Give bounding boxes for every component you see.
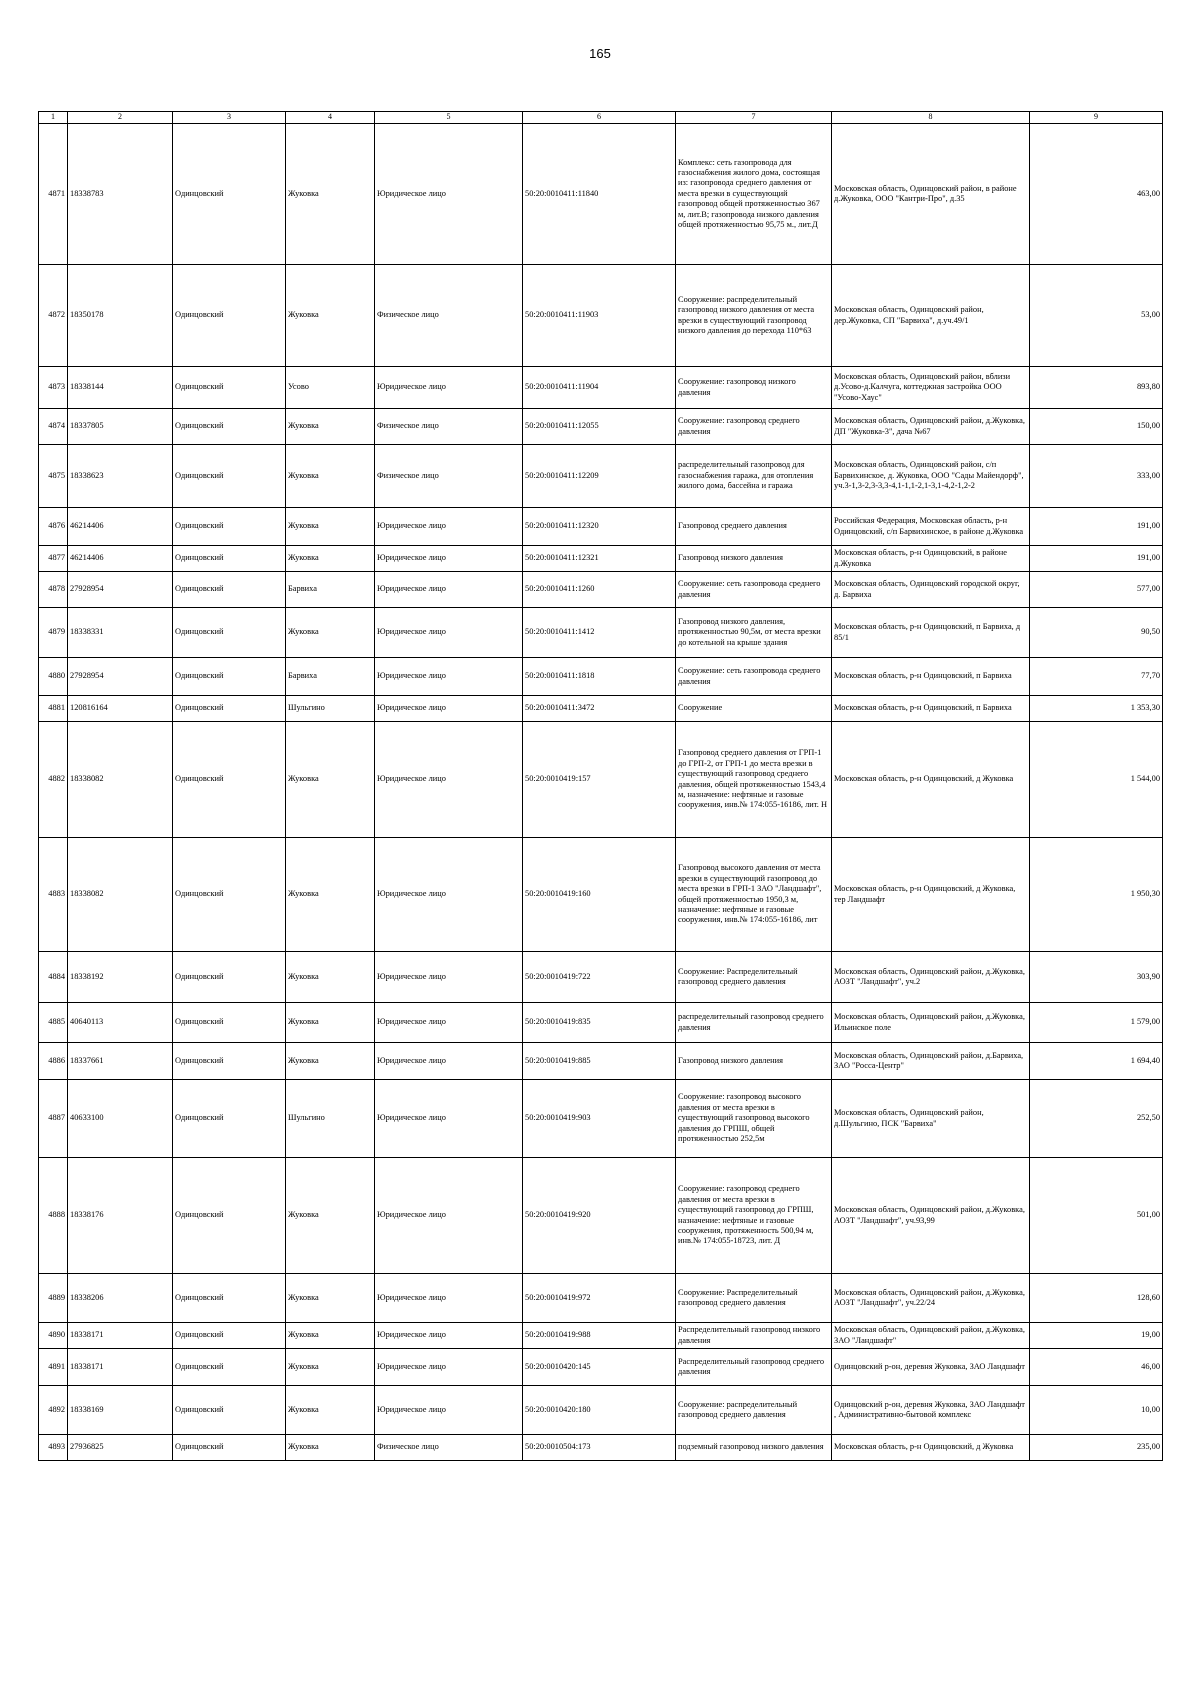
table-row <box>39 838 1163 952</box>
row-number: 4891 <box>39 1349 68 1386</box>
object-description: Сооружение: Распределительный газопровод среднего давления <box>676 1274 832 1323</box>
table-row <box>39 409 1163 445</box>
address: Одинцовский р-он, деревня Жуковка, ЗАО Ландшафт <box>832 1349 1030 1386</box>
owner-type: Юридическое лицо <box>375 1003 523 1043</box>
table-row <box>39 508 1163 546</box>
district: Одинцовский <box>173 572 286 608</box>
area-value: 235,00 <box>1030 1435 1163 1461</box>
owner-type: Юридическое лицо <box>375 1274 523 1323</box>
area-value: 252,50 <box>1030 1080 1163 1158</box>
object-description: Сооружение: распределительный газопровод низкого давления от места врезки в существующий газопровод низкого давления до перехода 110*63 <box>676 265 832 367</box>
object-id: 18338783 <box>68 124 173 265</box>
locality: Жуковка <box>286 124 375 265</box>
locality: Жуковка <box>286 838 375 952</box>
area-value: 150,00 <box>1030 409 1163 445</box>
row-number: 4873 <box>39 367 68 409</box>
row-number: 4879 <box>39 608 68 658</box>
address: Московская область, Одинцовский район, д.Барвиха, ЗАО "Росса-Центр" <box>832 1043 1030 1080</box>
area-value: 893,80 <box>1030 367 1163 409</box>
object-id: 18338082 <box>68 722 173 838</box>
district: Одинцовский <box>173 546 286 572</box>
owner-type: Юридическое лицо <box>375 1158 523 1274</box>
cadastral-number: 50:20:0010411:12055 <box>523 409 676 445</box>
address: Московская область, Одинцовский район, дер.Жуковка, СП "Барвиха", д.уч.49/1 <box>832 265 1030 367</box>
locality: Жуковка <box>286 508 375 546</box>
area-value: 191,00 <box>1030 546 1163 572</box>
object-description: Сооружение: газопровод низкого давления <box>676 367 832 409</box>
column-number-5: 5 <box>375 112 523 124</box>
row-number: 4893 <box>39 1435 68 1461</box>
object-id: 18337805 <box>68 409 173 445</box>
column-number-3: 3 <box>173 112 286 124</box>
row-number: 4877 <box>39 546 68 572</box>
object-id: 18338169 <box>68 1386 173 1435</box>
locality: Жуковка <box>286 952 375 1003</box>
table-row <box>39 546 1163 572</box>
object-description: Газопровод среднего давления от ГРП-1 до ГРП-2, от ГРП-1 до места врезки в существующий газопровод среднего давления, общей протяженностью 1543,4 м, назначение: нефтяные и газовые сооружения, инв.№ 174:055-16186, лит. Н <box>676 722 832 838</box>
object-id: 46214406 <box>68 508 173 546</box>
address: Московская область, Одинцовский район, д.Жуковка, Ильинское поле <box>832 1003 1030 1043</box>
address: Московская область, р-н Одинцовский, д Жуковка <box>832 722 1030 838</box>
locality: Жуковка <box>286 722 375 838</box>
locality: Барвиха <box>286 658 375 696</box>
owner-type: Юридическое лицо <box>375 367 523 409</box>
column-number-6: 6 <box>523 112 676 124</box>
row-number: 4880 <box>39 658 68 696</box>
row-number: 4886 <box>39 1043 68 1080</box>
address: Московская область, Одинцовский район, д.Жуковка, ДП "Жуковка-3", дача №67 <box>832 409 1030 445</box>
table-row <box>39 265 1163 367</box>
object-description: Сооружение: сеть газопровода среднего давления <box>676 572 832 608</box>
table-row <box>39 1323 1163 1349</box>
row-number: 4892 <box>39 1386 68 1435</box>
object-id: 18338082 <box>68 838 173 952</box>
object-description: Сооружение <box>676 696 832 722</box>
area-value: 128,60 <box>1030 1274 1163 1323</box>
table-row <box>39 1080 1163 1158</box>
object-description: Сооружение: сеть газопровода среднего давления <box>676 658 832 696</box>
cadastral-number: 50:20:0010419:885 <box>523 1043 676 1080</box>
address: Московская область, Одинцовский городской округ, д. Барвиха <box>832 572 1030 608</box>
address: Московская область, р-н Одинцовский, д Жуковка <box>832 1435 1030 1461</box>
cadastral-number: 50:20:0010419:835 <box>523 1003 676 1043</box>
district: Одинцовский <box>173 1080 286 1158</box>
address: Московская область, Одинцовский район, д.Жуковка, ЗАО "Ландшафт" <box>832 1323 1030 1349</box>
address: Российская Федерация, Московская область, р-н Одинцовский, с/п Барвихинское, в районе д.Жуковка <box>832 508 1030 546</box>
district: Одинцовский <box>173 1043 286 1080</box>
object-id: 18338176 <box>68 1158 173 1274</box>
area-value: 463,00 <box>1030 124 1163 265</box>
cadastral-number: 50:20:0010419:988 <box>523 1323 676 1349</box>
district: Одинцовский <box>173 124 286 265</box>
address: Московская область, Одинцовский район, в районе д.Жуковка, ООО "Кантри-Про", д.35 <box>832 124 1030 265</box>
owner-type: Юридическое лицо <box>375 508 523 546</box>
locality: Жуковка <box>286 1386 375 1435</box>
table-body <box>39 124 1163 1461</box>
column-number-4: 4 <box>286 112 375 124</box>
row-number: 4882 <box>39 722 68 838</box>
object-description: Газопровод высокого давления от места врезки в существующий газопровод до места врезки в ГРП-1 ЗАО "Ландшафт", общей протяженностью 1950,3 м, назначение: нефтяные и газовые сооружения, инв.№ 174:055-16186, лит <box>676 838 832 952</box>
address: Московская область, Одинцовский район, с/п Барвихинское, д. Жуковка, ООО "Сады Майендорф", уч.3-1,3-2,3-3,3-4,1-1,1-2,1-3,1-4,2-1,2-2 <box>832 445 1030 508</box>
area-value: 19,00 <box>1030 1323 1163 1349</box>
area-value: 191,00 <box>1030 508 1163 546</box>
column-number-2: 2 <box>68 112 173 124</box>
area-value: 1 544,00 <box>1030 722 1163 838</box>
area-value: 53,00 <box>1030 265 1163 367</box>
address: Московская область, Одинцовский район, вблизи д.Усово-д.Калчуга, коттеджная застройка ООО "Усово-Хаус" <box>832 367 1030 409</box>
owner-type: Юридическое лицо <box>375 722 523 838</box>
owner-type: Юридическое лицо <box>375 1386 523 1435</box>
area-value: 1 353,30 <box>1030 696 1163 722</box>
locality: Жуковка <box>286 445 375 508</box>
row-number: 4887 <box>39 1080 68 1158</box>
row-number: 4872 <box>39 265 68 367</box>
object-id: 27928954 <box>68 658 173 696</box>
table-row <box>39 658 1163 696</box>
owner-type: Физическое лицо <box>375 265 523 367</box>
district: Одинцовский <box>173 1158 286 1274</box>
district: Одинцовский <box>173 952 286 1003</box>
district: Одинцовский <box>173 838 286 952</box>
owner-type: Юридическое лицо <box>375 1080 523 1158</box>
locality: Шульгино <box>286 1080 375 1158</box>
area-value: 1 950,30 <box>1030 838 1163 952</box>
locality: Жуковка <box>286 1043 375 1080</box>
column-number-7: 7 <box>676 112 832 124</box>
cadastral-number: 50:20:0010411:11840 <box>523 124 676 265</box>
table-row <box>39 445 1163 508</box>
district: Одинцовский <box>173 367 286 409</box>
row-number: 4876 <box>39 508 68 546</box>
locality: Жуковка <box>286 265 375 367</box>
cadastral-number: 50:20:0010504:173 <box>523 1435 676 1461</box>
object-id: 18338171 <box>68 1349 173 1386</box>
object-description: Сооружение: Распределительный газопровод среднего давления <box>676 952 832 1003</box>
table-row <box>39 1158 1163 1274</box>
object-id: 18338623 <box>68 445 173 508</box>
cadastral-number: 50:20:0010411:3472 <box>523 696 676 722</box>
registry-table <box>38 111 1163 1461</box>
area-value: 333,00 <box>1030 445 1163 508</box>
row-number: 4889 <box>39 1274 68 1323</box>
owner-type: Физическое лицо <box>375 1435 523 1461</box>
owner-type: Юридическое лицо <box>375 838 523 952</box>
column-number-row <box>39 112 1163 124</box>
object-description: Распределительный газопровод среднего давления <box>676 1349 832 1386</box>
object-description: Сооружение: газопровод высокого давления от места врезки в существующий газопровод высокого давления до ГРПШ, общей протяженностью 252,5м <box>676 1080 832 1158</box>
object-id: 27928954 <box>68 572 173 608</box>
object-description: Распределительный газопровод низкого давления <box>676 1323 832 1349</box>
cadastral-number: 50:20:0010420:180 <box>523 1386 676 1435</box>
district: Одинцовский <box>173 445 286 508</box>
row-number: 4888 <box>39 1158 68 1274</box>
owner-type: Юридическое лицо <box>375 124 523 265</box>
row-number: 4871 <box>39 124 68 265</box>
object-description: Газопровод низкого давления <box>676 546 832 572</box>
cadastral-number: 50:20:0010411:1412 <box>523 608 676 658</box>
object-id: 18338206 <box>68 1274 173 1323</box>
object-id: 18338144 <box>68 367 173 409</box>
object-id: 40633100 <box>68 1080 173 1158</box>
cadastral-number: 50:20:0010419:903 <box>523 1080 676 1158</box>
object-description: Сооружение: распределительный газопровод среднего давления <box>676 1386 832 1435</box>
address: Московская область, р-н Одинцовский, в районе д.Жуковка <box>832 546 1030 572</box>
row-number: 4890 <box>39 1323 68 1349</box>
district: Одинцовский <box>173 1386 286 1435</box>
cadastral-number: 50:20:0010419:157 <box>523 722 676 838</box>
row-number: 4874 <box>39 409 68 445</box>
row-number: 4878 <box>39 572 68 608</box>
page-number: 165 <box>589 46 611 61</box>
owner-type: Юридическое лицо <box>375 658 523 696</box>
district: Одинцовский <box>173 1435 286 1461</box>
object-description: Газопровод низкого давления <box>676 1043 832 1080</box>
object-id: 120816164 <box>68 696 173 722</box>
object-description: Сооружение: газопровод среднего давления <box>676 409 832 445</box>
district: Одинцовский <box>173 696 286 722</box>
owner-type: Физическое лицо <box>375 409 523 445</box>
locality: Жуковка <box>286 1158 375 1274</box>
area-value: 1 579,00 <box>1030 1003 1163 1043</box>
row-number: 4885 <box>39 1003 68 1043</box>
area-value: 577,00 <box>1030 572 1163 608</box>
district: Одинцовский <box>173 265 286 367</box>
row-number: 4884 <box>39 952 68 1003</box>
table-row <box>39 696 1163 722</box>
address: Московская область, р-н Одинцовский, п Барвиха <box>832 696 1030 722</box>
table-row <box>39 1386 1163 1435</box>
owner-type: Юридическое лицо <box>375 1349 523 1386</box>
district: Одинцовский <box>173 1349 286 1386</box>
table-row <box>39 1274 1163 1323</box>
table-row <box>39 572 1163 608</box>
district: Одинцовский <box>173 658 286 696</box>
locality: Жуковка <box>286 1003 375 1043</box>
locality: Усово <box>286 367 375 409</box>
locality: Шульгино <box>286 696 375 722</box>
district: Одинцовский <box>173 1323 286 1349</box>
owner-type: Юридическое лицо <box>375 952 523 1003</box>
object-description: распределительный газопровод среднего давления <box>676 1003 832 1043</box>
area-value: 303,90 <box>1030 952 1163 1003</box>
address: Одинцовский р-он, деревня Жуковка, ЗАО Ландшафт , Административно-бытовой комплекс <box>832 1386 1030 1435</box>
cadastral-number: 50:20:0010411:12320 <box>523 508 676 546</box>
address: Московская область, Одинцовский район, д.Шульгино, ПСК "Барвиха" <box>832 1080 1030 1158</box>
district: Одинцовский <box>173 1003 286 1043</box>
area-value: 1 694,40 <box>1030 1043 1163 1080</box>
cadastral-number: 50:20:0010411:1818 <box>523 658 676 696</box>
address: Московская область, р-н Одинцовский, д Жуковка, тер Ландшафт <box>832 838 1030 952</box>
object-description: распределительный газопровод для газоснабжения гаража, для отопления жилого дома, бассейна и гаража <box>676 445 832 508</box>
cadastral-number: 50:20:0010411:12321 <box>523 546 676 572</box>
object-description: Газопровод низкого давления, протяженностью 90,5м, от места врезки до котельной на крыше здания <box>676 608 832 658</box>
address: Московская область, Одинцовский район, д.Жуковка, АОЗТ "Ландшафт", уч.22/24 <box>832 1274 1030 1323</box>
object-id: 18350178 <box>68 265 173 367</box>
owner-type: Юридическое лицо <box>375 608 523 658</box>
table-row <box>39 1349 1163 1386</box>
object-id: 18338331 <box>68 608 173 658</box>
owner-type: Юридическое лицо <box>375 546 523 572</box>
district: Одинцовский <box>173 608 286 658</box>
area-value: 46,00 <box>1030 1349 1163 1386</box>
cadastral-number: 50:20:0010411:12209 <box>523 445 676 508</box>
locality: Жуковка <box>286 409 375 445</box>
owner-type: Юридическое лицо <box>375 696 523 722</box>
address: Московская область, р-н Одинцовский, п Барвиха, д 85/1 <box>832 608 1030 658</box>
district: Одинцовский <box>173 508 286 546</box>
object-id: 40640113 <box>68 1003 173 1043</box>
cadastral-number: 50:20:0010420:145 <box>523 1349 676 1386</box>
locality: Жуковка <box>286 1349 375 1386</box>
object-id: 46214406 <box>68 546 173 572</box>
cadastral-number: 50:20:0010419:160 <box>523 838 676 952</box>
owner-type: Физическое лицо <box>375 445 523 508</box>
object-description: подземный газопровод низкого давления <box>676 1435 832 1461</box>
district: Одинцовский <box>173 409 286 445</box>
row-number: 4883 <box>39 838 68 952</box>
area-value: 501,00 <box>1030 1158 1163 1274</box>
owner-type: Юридическое лицо <box>375 1323 523 1349</box>
address: Московская область, Одинцовский район, д.Жуковка, АОЗТ "Ландшафт", уч.93,99 <box>832 1158 1030 1274</box>
column-number-8: 8 <box>832 112 1030 124</box>
address: Московская область, р-н Одинцовский, п Барвиха <box>832 658 1030 696</box>
column-number-9: 9 <box>1030 112 1163 124</box>
object-description: Газопровод среднего давления <box>676 508 832 546</box>
table-row <box>39 1435 1163 1461</box>
district: Одинцовский <box>173 722 286 838</box>
cadastral-number: 50:20:0010411:11903 <box>523 265 676 367</box>
area-value: 90,50 <box>1030 608 1163 658</box>
object-description: Комплекс: сеть газопровода для газоснабжения жилого дома, состоящая из: газопровода среднего давления от места врезки в существующий газопровод общей протяженностью 367 м, лит.В; газопровода низкого давления общей протяженностью 95,75 м., лит.Д <box>676 124 832 265</box>
owner-type: Юридическое лицо <box>375 572 523 608</box>
locality: Барвиха <box>286 572 375 608</box>
table-row <box>39 1043 1163 1080</box>
locality: Жуковка <box>286 608 375 658</box>
cadastral-number: 50:20:0010411:11904 <box>523 367 676 409</box>
cadastral-number: 50:20:0010419:972 <box>523 1274 676 1323</box>
locality: Жуковка <box>286 1274 375 1323</box>
district: Одинцовский <box>173 1274 286 1323</box>
locality: Жуковка <box>286 546 375 572</box>
row-number: 4875 <box>39 445 68 508</box>
table-row <box>39 952 1163 1003</box>
table-row <box>39 124 1163 265</box>
object-id: 18337661 <box>68 1043 173 1080</box>
cadastral-number: 50:20:0010419:722 <box>523 952 676 1003</box>
table-row <box>39 1003 1163 1043</box>
row-number: 4881 <box>39 696 68 722</box>
object-id: 27936825 <box>68 1435 173 1461</box>
owner-type: Юридическое лицо <box>375 1043 523 1080</box>
object-description: Сооружение: газопровод среднего давления от места врезки в существующий газопровод до ГРПШ, назначение: нефтяные и газовые сооружения, протяженность 500,94 м, инв.№ 174:055-18723, лит. Д <box>676 1158 832 1274</box>
object-id: 18338171 <box>68 1323 173 1349</box>
object-id: 18338192 <box>68 952 173 1003</box>
area-value: 10,00 <box>1030 1386 1163 1435</box>
column-number-1: 1 <box>39 112 68 124</box>
address: Московская область, Одинцовский район, д.Жуковка, АОЗТ "Ландшафт", уч.2 <box>832 952 1030 1003</box>
locality: Жуковка <box>286 1323 375 1349</box>
area-value: 77,70 <box>1030 658 1163 696</box>
table-row <box>39 608 1163 658</box>
locality: Жуковка <box>286 1435 375 1461</box>
table-row <box>39 367 1163 409</box>
cadastral-number: 50:20:0010411:1260 <box>523 572 676 608</box>
table-row <box>39 722 1163 838</box>
cadastral-number: 50:20:0010419:920 <box>523 1158 676 1274</box>
